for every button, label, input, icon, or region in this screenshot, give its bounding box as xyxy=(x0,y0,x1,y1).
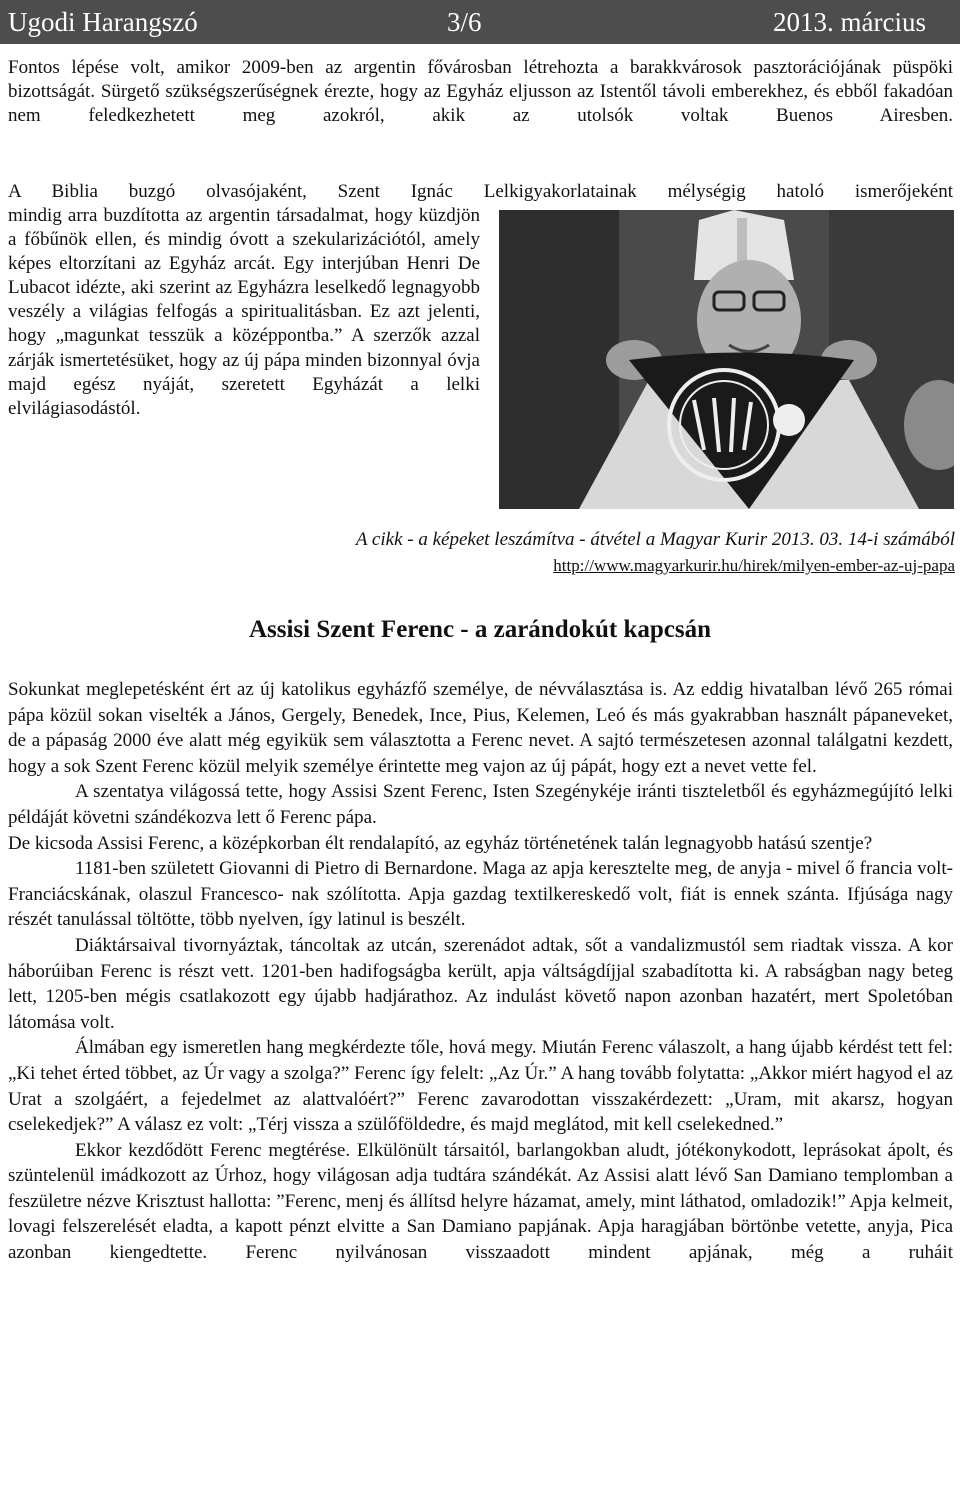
article2-title: Assisi Szent Ferenc - a zarándokút kapcsán xyxy=(248,616,712,643)
pope-photo xyxy=(499,210,954,509)
page-header xyxy=(0,0,960,44)
article1-paragraph-2-body: mindig arra buzdította az argentin társadalmat, hogy küzdjön a főbűnök ellen, és mindig óvott a szekularizációtól, amely képes eltorzítani az Egyház arcát. Egy interjúban Henri De Lubacot idézte, aki szerint az Egyházra leselkedő legnagyobb veszély a világias felfogás a spiritualitásban. Ez azt jelenti, hogy „magunkat tesszük a középpontba.” A szerzők azzal zárják ismertetésüket, hogy az új pápa minden bizonnyal óvja majd egész nyáját, szeretett Egyházát a lelki elvilágiasodástól. xyxy=(8,205,480,419)
article2-paragraph: De kicsoda Assisi Ferenc, a középkorban élt rendalapító, az egyház történetének talán legnagyobb hatású szentje? xyxy=(8,832,873,854)
newsletter-title: Ugodi Harangszó xyxy=(8,7,198,37)
article2-paragraph: Ekkor kezdődött Ferenc megtérése. Elkülönült társaitól, barlangokban aludt, jótékonykodott, leprásokat ápolt, és szüntelenül imádkozott az Úrhoz, hogy világosan adja tudtára szándékát. Az Assisi alatt lévő San Damiano templomban a feszületre nézve Krisztust hallotta: ”Ferenc, menj és állítsd helyre házamat, amely, mint láthatod, omladozik!” Apja kelmeit, lovagi felszerelését eladta, a kapott pénzt elvitte a San Damiano papjának. Apja haragjában börtönbe vetette, anyja, Pica azonban kiengedtette. Ferenc nyilvánosan visszaadott mindent apjának, még a ruháit xyxy=(8,1139,953,1264)
article2-paragraph: Sokunkat meglepetésként ért az új katolikus egyházfő személye, de névválasztása is. Az eddig hivatalban lévő 265 római pápa közül sokan viselték a János, Gergely, Benedek, Ince, Pius, Kelemen, Leó és más gyakrabban használt pápaneveket, de a pápaság 2000 éve alatt még egyikük sem választotta a Ferenc nevet. A sajtó természetesen azonnal találgatni kezdett, hogy a sok Szent Ferenc közül melyik személye érintette meg vajon az új pápát, hogy ezt a nevet vette fel. xyxy=(8,679,953,777)
issue-date: 2013. március xyxy=(773,7,926,37)
article2-paragraph: Álmában egy ismeretlen hang megkérdezte tőle, hová megy. Miután Ferenc válaszolt, a hang újabb kérdést tett fel: „Ki tehet érted többet, az Úr vagy a szolga?” Ferenc így felelt: „Az Úr.” A hang tovább folytatta: „Akkor miért hagyod el az Urat a szolgáért, a fejedelmet az alattvalóért?” Ferenc zavarodottan visszakérdezett: „Uram, mit akarsz, hogyan cselekedjek?” A válasz ez volt: „Térj vissza a szülőföldedre, és majd meglátod, mit kell cselekedned.” xyxy=(8,1037,953,1136)
article1-paragraph-2-first-line: A Biblia buzgó olvasójaként, Szent Ignác Lelkigyakorlatainak mélységig hatoló ismerőjeként xyxy=(8,181,953,202)
pope-holding-pennant-image xyxy=(499,210,954,509)
article2-paragraph: 1181-ben született Giovanni di Pietro di Bernardone. Maga az apja keresztelte meg, de anyja - mivel ő francia volt- Franciácskának, olaszul Francesco- nak szólította. Apja gazdag textilkereskedő volt, fiát is ennek szánta. Ifjúsága nagy részét tanulással töltötte, több nyelven, így latinul is beszélt. xyxy=(8,858,953,931)
article2-body xyxy=(8,677,953,1266)
article1-source-caption: A cikk - a képeket leszámítva - átvétel a Magyar Kurir 2013. 03. 14-i számából xyxy=(355,529,955,550)
article2-paragraph: Diáktársaival tivornyáztak, táncoltak az utcán, szerenádot adtak, sőt a vandalizmustól sem riadtak vissza. A kor háborúiban Ferenc is részt vett. 1201-ben hadifogságba került, apja váltságdíjjal szabadította ki. A rabságban nagy beteg lett, 1205-ben mégis csatlakozott egy újabb hadjárathoz. Az indulást követő napon azonban hazatért, mert Spoletóban látomása volt. xyxy=(8,934,953,1033)
article2-paragraph: A szentatya világossá tette, hogy Assisi Szent Ferenc, Isten Szegénykéje iránti tiszteletből és egyházmegújító lelki példáját követni szándékozva lett ő Ferenc pápa. xyxy=(8,781,953,828)
page-number: 3/6 xyxy=(447,7,482,37)
article1-source-link[interactable]: http://www.magyarkurir.hu/hirek/milyen-ember-az-uj-papa xyxy=(553,556,955,575)
article1-paragraph-1: Fontos lépése volt, amikor 2009-ben az argentin fővárosban létrehozta a barakkvárosok pasztorációjának püspöki bizottságát. Sürgető szükségszerűségnek érezte, hogy az Egyház eljusson az Istentől távoli emberekhez, és ebből fakadóan nem feledkezhetett meg azokról, akik az utolsók voltak Buenos Airesben. xyxy=(8,57,953,127)
